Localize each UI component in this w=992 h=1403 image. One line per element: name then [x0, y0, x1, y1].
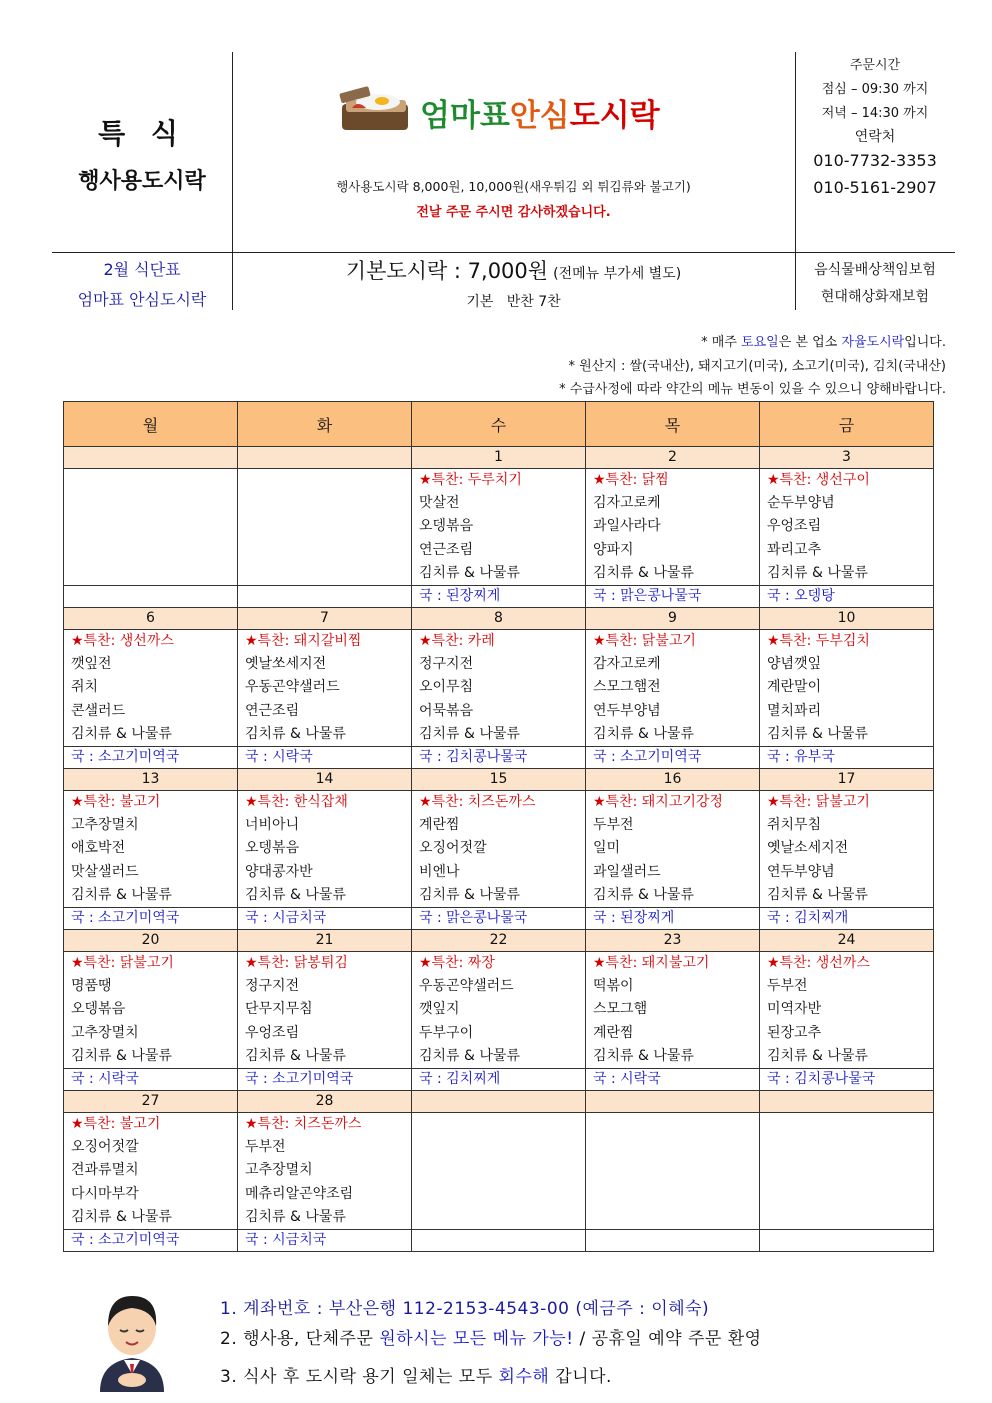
date-row [64, 769, 934, 791]
soup-cell: 국 : 소고기미역국 [64, 1230, 238, 1252]
soup-cell: 국 : 김치콩나물국 [412, 747, 586, 769]
side-dish: 김치류 & 나물류 [419, 564, 520, 581]
side-dish: 두부구이 [419, 1024, 474, 1041]
date-cell: 28 [238, 1091, 412, 1113]
date-cell: 15 [412, 769, 586, 791]
side-dish: 비엔나 [419, 863, 460, 880]
special-dish: ★특찬: 생선까스 [71, 633, 174, 649]
menu-cell [64, 469, 238, 586]
date-cell: 9 [586, 608, 760, 630]
side-dish: 오뎅볶음 [245, 840, 300, 857]
soup-cell: 국 : 맑은콩나물국 [586, 586, 760, 608]
side-dish: 김치류 & 나물류 [245, 1047, 346, 1064]
side-dish: 오징어젓깔 [419, 840, 487, 857]
side-dish: 연두부양념 [593, 702, 661, 719]
soup-cell: 국 : 김치콩나물국 [760, 1069, 934, 1091]
left-subtitle: 행사용도시락 [78, 169, 206, 194]
side-dish: 명품땡 [71, 978, 112, 995]
menu-cell [760, 1113, 934, 1230]
date-cell [586, 1091, 760, 1113]
lunchbox-icon [338, 86, 418, 134]
soup-cell: 국 : 소고기미역국 [586, 747, 760, 769]
date-cell: 17 [760, 769, 934, 791]
soup-cell: 국 : 시금치국 [238, 908, 412, 930]
note-change: * 수급사정에 따라 약간의 메뉴 변동이 있을 수 있으니 양해바랍니다. [559, 382, 946, 397]
brand-name: 엄마표 안심도시락 [77, 290, 207, 309]
side-dish: 쥐치무침 [767, 817, 822, 834]
order-time-title: 주문시간 [849, 58, 901, 73]
soup-row [64, 1230, 934, 1252]
special-dish: ★특찬: 치즈돈까스 [245, 1116, 362, 1132]
side-dish: 스모그햄 [593, 1001, 648, 1018]
side-dish: 일미 [593, 840, 621, 857]
menu-cell [760, 952, 934, 1069]
side-dish: 애호박전 [71, 840, 126, 857]
side-count: 기본 반찬 7찬 [466, 294, 561, 310]
side-dish: 맛살샐러드 [71, 863, 139, 880]
soup-cell [64, 586, 238, 608]
menu-cell [64, 630, 238, 747]
menu-cell [586, 469, 760, 586]
basic-price: 기본도시락 : 7,000원 [345, 259, 549, 283]
side-dish: 김치류 & 나물류 [593, 886, 694, 903]
special-dish: ★특찬: 닭불고기 [593, 633, 696, 649]
menu-cell [586, 791, 760, 908]
date-cell: 10 [760, 608, 934, 630]
side-dish: 스모그햄전 [593, 679, 661, 696]
weekday-header: 월 [64, 402, 238, 447]
side-dish: 과일샐러드 [593, 863, 661, 880]
insurance-2: 현대해상화재보험 [820, 289, 930, 305]
side-dish: 미역자반 [767, 1001, 822, 1018]
menu-cell [64, 791, 238, 908]
side-dish: 김치류 & 나물류 [71, 725, 172, 742]
soup-cell: 국 : 된장찌게 [412, 586, 586, 608]
side-dish: 다시마부각 [71, 1185, 139, 1202]
weekday-header: 수 [412, 402, 586, 447]
soup-cell [412, 1230, 586, 1252]
menu-cell [586, 952, 760, 1069]
side-dish: 멸치꽈리 [767, 702, 822, 719]
soup-cell [586, 1230, 760, 1252]
side-dish: 정구지전 [245, 978, 300, 995]
side-dish: 우동곤약샐러드 [245, 679, 340, 696]
menu-cell [412, 469, 586, 586]
side-dish: 어묵볶음 [419, 702, 474, 719]
side-dish: 된장고추 [767, 1024, 822, 1041]
date-cell: 21 [238, 930, 412, 952]
side-dish: 김치류 & 나물류 [767, 1047, 868, 1064]
side-dish: 깻잎지 [419, 1001, 460, 1018]
side-dish: 과일사라다 [593, 518, 661, 535]
side-dish: 김치류 & 나물류 [245, 725, 346, 742]
special-dish: ★특찬: 돼지갈비찜 [245, 633, 362, 649]
side-dish: 순두부양념 [767, 495, 835, 512]
insurance-1: 음식물배상책임보험 [814, 262, 936, 278]
date-cell: 8 [412, 608, 586, 630]
side-dish: 김자고로케 [593, 495, 661, 512]
soup-cell: 국 : 된장찌게 [586, 908, 760, 930]
greeting-person-icon [92, 1288, 172, 1392]
side-dish: 연근조림 [419, 541, 474, 558]
menu-cell [412, 791, 586, 908]
date-cell [238, 447, 412, 469]
soup-cell: 국 : 시금치국 [238, 1230, 412, 1252]
side-dish: 계란찜 [593, 1024, 634, 1041]
special-dish: ★특찬: 닭불고기 [71, 955, 174, 971]
date-cell: 14 [238, 769, 412, 791]
dinner-time: 저녁 – 14:30 까지 [821, 106, 929, 121]
side-dish: 김치류 & 나물류 [593, 1047, 694, 1064]
side-dish: 김치류 & 나물류 [593, 564, 694, 581]
menu-month: 2월 식단표 [103, 260, 181, 279]
side-dish: 단무지무침 [245, 1001, 313, 1018]
special-dish: ★특찬: 카레 [419, 633, 495, 649]
soup-row [64, 586, 934, 608]
date-row [64, 447, 934, 469]
soup-cell: 국 : 맑은콩나물국 [412, 908, 586, 930]
special-dish: ★특찬: 불고기 [71, 794, 161, 810]
left-title: 특 식 [98, 117, 186, 150]
soup-cell: 국 : 소고기미역국 [64, 747, 238, 769]
logo [338, 86, 698, 136]
special-dish: ★특찬: 돼지불고기 [593, 955, 710, 971]
person-illustration [92, 1288, 172, 1392]
account-info: 1. 계좌번호 : 부산은행 112-2153-4543-00 (예금주 : 이혜숙) [220, 1299, 710, 1319]
side-dish: 우동곤약샐러드 [419, 978, 514, 995]
date-cell: 20 [64, 930, 238, 952]
special-dish: ★특찬: 두부김치 [767, 633, 870, 649]
menu-cell [64, 952, 238, 1069]
note-origin: * 원산지 : 쌀(국내산), 돼지고기(미국), 소고기(미국), 김치(국내산) [568, 359, 946, 374]
side-dish: 김치류 & 나물류 [767, 725, 868, 742]
lunch-time: 점심 – 09:30 까지 [821, 82, 929, 97]
event-price: 행사용도시락 8,000원, 10,000원(새우튀김 외 튀김류와 불고기) [336, 179, 691, 194]
date-cell: 16 [586, 769, 760, 791]
special-dish: ★특찬: 닭봉튀김 [245, 955, 348, 971]
weekday-header: 목 [586, 402, 760, 447]
side-dish: 고추장멸치 [71, 1024, 139, 1041]
special-dish: ★특찬: 생선구이 [767, 472, 870, 488]
order-notice: 전날 주문 주시면 감사하겠습니다. [416, 205, 611, 220]
soup-cell [760, 1230, 934, 1252]
soup-cell: 국 : 시락국 [238, 747, 412, 769]
special-dish: ★특찬: 한식잡채 [245, 794, 348, 810]
date-cell: 27 [64, 1091, 238, 1113]
vat-note: (전메뉴 부가세 별도) [553, 266, 682, 282]
soup-row [64, 1069, 934, 1091]
menu-cell [412, 630, 586, 747]
date-cell [64, 447, 238, 469]
menu-cell [64, 1113, 238, 1230]
date-cell: 24 [760, 930, 934, 952]
date-cell: 13 [64, 769, 238, 791]
weekday-header: 금 [760, 402, 934, 447]
logo-text: 엄마표안심도시락 [420, 98, 660, 134]
side-dish: 꽈리고추 [767, 541, 822, 558]
side-dish: 양파지 [593, 541, 634, 558]
side-dish: 깻잎전 [71, 656, 112, 673]
side-dish: 떡볶이 [593, 978, 634, 995]
menu-row [64, 791, 934, 908]
side-dish: 오뎅볶음 [71, 1001, 126, 1018]
side-dish: 양대콩자반 [245, 863, 313, 880]
menu-cell [412, 1113, 586, 1230]
menu-cell [238, 630, 412, 747]
side-dish: 김치류 & 나물류 [245, 886, 346, 903]
menu-cell [586, 1113, 760, 1230]
side-dish: 김치류 & 나물류 [419, 725, 520, 742]
date-cell: 7 [238, 608, 412, 630]
side-dish: 우엉조림 [245, 1024, 300, 1041]
side-dish: 고추장멸치 [245, 1162, 313, 1179]
side-dish: 오뎅볶음 [419, 518, 474, 535]
date-cell: 6 [64, 608, 238, 630]
menu-cell [586, 630, 760, 747]
side-dish: 계란말이 [767, 679, 822, 696]
weekday-header: 화 [238, 402, 412, 447]
soup-cell: 국 : 김치찌게 [412, 1069, 586, 1091]
date-cell [760, 1091, 934, 1113]
side-dish: 연두부양념 [767, 863, 835, 880]
side-dish: 김치류 & 나물류 [245, 1208, 346, 1225]
special-dish: ★특찬: 불고기 [71, 1116, 161, 1132]
soup-cell: 국 : 시락국 [64, 1069, 238, 1091]
side-dish: 두부전 [593, 817, 634, 834]
side-dish: 김치류 & 나물류 [71, 1208, 172, 1225]
soup-cell: 국 : 유부국 [760, 747, 934, 769]
side-dish: 고추장멸치 [71, 817, 139, 834]
soup-row [64, 908, 934, 930]
menu-cell [760, 469, 934, 586]
side-dish: 콘샐러드 [71, 702, 126, 719]
date-cell [412, 1091, 586, 1113]
side-dish: 쥐치 [71, 679, 99, 696]
menu-cell [412, 952, 586, 1069]
side-dish: 오이무침 [419, 679, 474, 696]
special-dish: ★특찬: 짜장 [419, 955, 495, 971]
soup-cell: 국 : 시락국 [586, 1069, 760, 1091]
side-dish: 김치류 & 나물류 [767, 564, 868, 581]
side-dish: 계란찜 [419, 817, 460, 834]
date-cell: 3 [760, 447, 934, 469]
date-cell: 2 [586, 447, 760, 469]
side-dish: 김치류 & 나물류 [767, 886, 868, 903]
side-dish: 김치류 & 나물류 [593, 725, 694, 742]
side-dish: 김치류 & 나물류 [71, 886, 172, 903]
date-row [64, 1091, 934, 1113]
contact-title: 연락처 [854, 129, 896, 145]
phone-2: 010-5161-2907 [813, 178, 937, 197]
side-dish: 김치류 & 나물류 [419, 886, 520, 903]
menu-row [64, 1113, 934, 1230]
special-dish: ★특찬: 생선까스 [767, 955, 870, 971]
side-dish: 메츄리알곤약조림 [245, 1185, 354, 1202]
side-dish: 정구지전 [419, 656, 474, 673]
side-dish: 견과류멸치 [71, 1162, 139, 1179]
note-saturday: * 매주 토요일은 본 업소 자율도시락입니다. [701, 335, 946, 350]
menu-row [64, 630, 934, 747]
menu-cell [238, 469, 412, 586]
weekday-header-row [64, 402, 934, 447]
special-dish: ★특찬: 닭불고기 [767, 794, 870, 810]
special-dish: ★특찬: 닭찜 [593, 472, 669, 488]
special-dish: ★특찬: 돼지고기강정 [593, 794, 723, 810]
basic-price-line [232, 255, 795, 285]
menu-row [64, 469, 934, 586]
soup-cell: 국 : 김치찌개 [760, 908, 934, 930]
menu-cell [760, 791, 934, 908]
special-dish: ★특찬: 치즈돈까스 [419, 794, 536, 810]
side-dish: 양념깻잎 [767, 656, 822, 673]
special-dish: ★특찬: 두루치기 [419, 472, 522, 488]
soup-cell: 국 : 소고기미역국 [64, 908, 238, 930]
side-dish: 우엉조림 [767, 518, 822, 535]
date-row [64, 608, 934, 630]
menu-cell [238, 791, 412, 908]
side-dish: 오징어젓깔 [71, 1139, 139, 1156]
date-row [64, 930, 934, 952]
side-dish: 두부전 [767, 978, 808, 995]
soup-cell: 국 : 소고기미역국 [238, 1069, 412, 1091]
side-dish: 두부전 [245, 1139, 286, 1156]
phone-1: 010-7732-3353 [813, 151, 937, 170]
side-dish: 너비아니 [245, 817, 300, 834]
date-cell: 23 [586, 930, 760, 952]
order-info: 2. 행사용, 단체주문 원하시는 모든 메뉴 가능! / 공휴일 예약 주문 환영 [220, 1329, 762, 1349]
side-dish: 옛날쏘세지전 [245, 656, 327, 673]
side-dish: 연근조림 [245, 702, 300, 719]
date-cell: 22 [412, 930, 586, 952]
soup-cell [238, 586, 412, 608]
menu-calendar [63, 401, 934, 1252]
menu-row [64, 952, 934, 1069]
menu-cell [238, 1113, 412, 1230]
side-dish: 감자고로케 [593, 656, 661, 673]
menu-cell [760, 630, 934, 747]
side-dish: 옛날소세지전 [767, 840, 849, 857]
side-dish: 맛살전 [419, 495, 460, 512]
soup-row [64, 747, 934, 769]
soup-cell: 국 : 오뎅탕 [760, 586, 934, 608]
date-cell: 1 [412, 447, 586, 469]
side-dish: 김치류 & 나물류 [419, 1047, 520, 1064]
menu-cell [238, 952, 412, 1069]
side-dish: 김치류 & 나물류 [71, 1047, 172, 1064]
container-info: 3. 식사 후 도시락 용기 일체는 모두 회수해 갑니다. [220, 1367, 612, 1387]
header-divider [52, 252, 955, 253]
